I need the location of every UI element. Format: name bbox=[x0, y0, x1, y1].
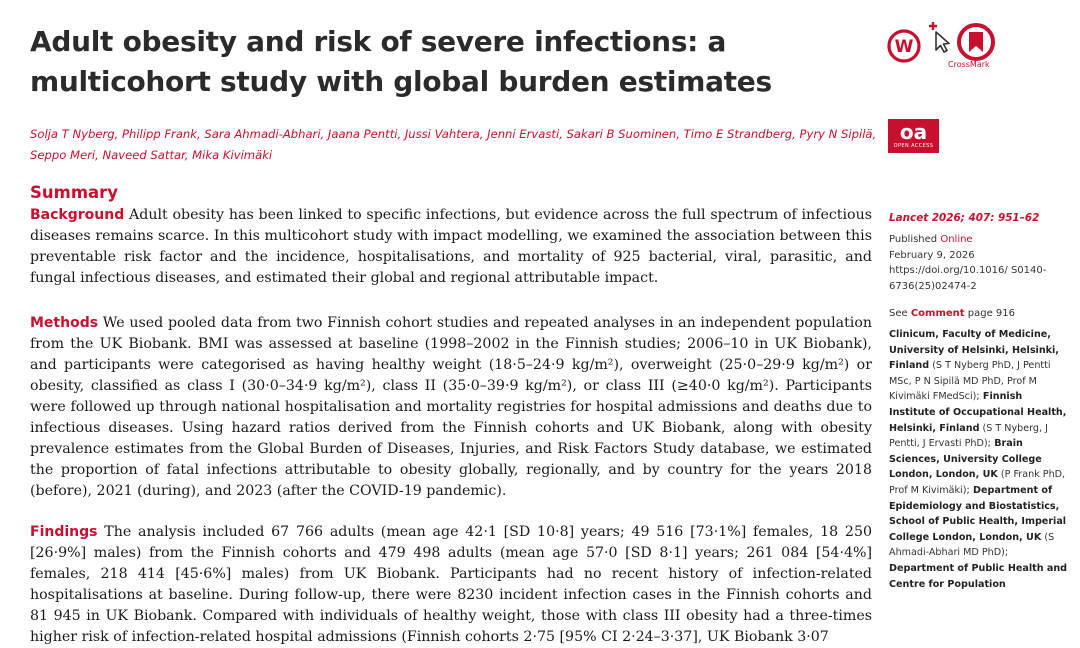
methods-text: We used pooled data from two Finnish cohort studies and repeated analyses in an independent population from the UK Biobank. BMI was assessed at baseline (1998–2002 in the Finnish studies; 2006–10 in UK Biobank), and participants were categorised as having healthy weight (18·5–24·9 kg/m²), overweight (25·0–29·9 kg/m²) or obesity, classified as class I (30·0–34·9 kg/m²), class II (35·0–39·9 kg/m²), or class III (≥40·0 kg/m²). Participants were followed up through national hospitalisation and mortality registries for hospital admissions and deaths due to infectious diseases. Using hazard ratios derived from the Finnish cohorts and UK Biobank, along with obesity prevalence estimates from the Global Burden of Diseases, Injuries, and Risk Factors Study database, we estimated the proportion of fatal infections attributable to obesity globally, regionally, and by country for the years 2018 (before), 2021 (during), and 2023 (after the COVID-19 pandemic). bbox=[30, 315, 872, 499]
methods-paragraph bbox=[30, 313, 872, 502]
author-list: Solja T Nyberg, Philipp Frank, Sara Ahmadi-Abhari, Jaana Pentti, Jussi Vahtera, Jenni Ervasti, Sakari B Suominen, Timo E Strandberg, Pyry N Sipilä, Seppo Meri, Naveed Sattar, Mika Kivimäki bbox=[30, 127, 877, 162]
oa-badge-subtext: OPEN ACCESS bbox=[893, 143, 934, 149]
background-text: Adult obesity has been linked to specific infections, but evidence across the full spectrum of infectious diseases remains scarce. In this multicohort study with impact modelling, we examined the association between this preventable risk factor and the incidence, hospitalisations, and mortality of 925 bacterial, viral, parasitic, and fungal infectious diseases, and estimated their global and regional attributable impact. bbox=[30, 207, 872, 286]
affiliation-institution: Brain Sciences, University College London, London, UK bbox=[889, 438, 1042, 481]
findings-text: The analysis included 67 766 adults (mean age 42·1 [SD 10·8] years; 49 516 [73·1%] females, 18 250 [26·9%] males) from the Finnish cohorts and 479 498 adults (mean age 57·0 [SD 8·1] years; 261 084 [54·4%] females, 218 414 [45·6%] males) from UK Biobank. Participants had no recent history of infection-related hospitalisations at baseline. During follow-up, there were 8230 incident infection cases in the Finnish cohorts and 81 945 in UK Biobank. Compared with individuals of healthy weight, those with class III obesity had a three-times higher risk of infection-related hospital admissions (Finnish cohorts 2·75 [95% CI 2·24–3·37], UK Biobank 3·07 bbox=[30, 524, 872, 645]
comment-link[interactable]: Comment bbox=[910, 308, 965, 319]
affiliation-institution: Finnish Institute of Occupational Health, Helsinki, Finland bbox=[889, 391, 1067, 434]
summary-heading: Summary bbox=[30, 183, 119, 202]
publication-date: February 9, 2026 bbox=[889, 249, 975, 261]
w-logo-icon[interactable] bbox=[886, 28, 922, 64]
open-access-badge[interactable] bbox=[888, 119, 939, 153]
affiliation-authors: (S Ahmadi-Abhari MD PhD); bbox=[889, 531, 1055, 559]
crossmark-label[interactable]: CrossMark bbox=[948, 60, 990, 69]
affiliation-authors: (S T Nyberg, J Pentti, J Ervasti PhD); bbox=[889, 422, 1048, 450]
findings-label: Findings bbox=[30, 524, 98, 540]
cursor-plus-icon[interactable] bbox=[924, 20, 954, 54]
methods-label: Methods bbox=[30, 315, 99, 331]
article-title: Adult obesity and risk of severe infections: a multicohort study with global burden estimates bbox=[30, 25, 772, 98]
background-paragraph bbox=[30, 205, 872, 289]
svg-text:W: W bbox=[894, 37, 914, 57]
journal-citation: Lancet 2026; 407: 951–62 bbox=[889, 212, 1040, 224]
background-label: Background bbox=[30, 207, 125, 223]
see-prefix: See bbox=[889, 308, 911, 319]
doi-link[interactable]: https://doi.org/10.1016/ S0140-6736(25)02474-2 bbox=[889, 265, 1047, 292]
affiliation-authors: (S T Nyberg PhD, J Pentti MSc, P N Sipilä MD PhD, Prof M Kivimäki FMedSci); bbox=[889, 360, 1051, 403]
affiliations bbox=[889, 327, 1071, 592]
publication-info bbox=[889, 232, 1071, 294]
crossmark-icon[interactable] bbox=[956, 22, 996, 62]
oa-badge-text: oa bbox=[899, 120, 928, 144]
comment-page: page 916 bbox=[964, 308, 1015, 319]
see-comment bbox=[889, 306, 1071, 322]
published-online-link[interactable]: Online bbox=[940, 234, 973, 245]
affiliation-authors: (P Frank PhD, Prof M Kivimäki); bbox=[889, 469, 1066, 496]
affiliation-institution: Clinicum, Faculty of Medicine, University of Helsinki, Helsinki, Finland bbox=[889, 329, 1059, 372]
affiliation-institution: Department of Epidemiology and Biostatistics, School of Public Health, Imperial College London, London, UK bbox=[889, 484, 1067, 543]
findings-paragraph bbox=[30, 522, 872, 648]
published-prefix: Published bbox=[889, 234, 941, 245]
affiliation-institution: Department of Public Health and Centre for Population bbox=[889, 562, 1068, 590]
